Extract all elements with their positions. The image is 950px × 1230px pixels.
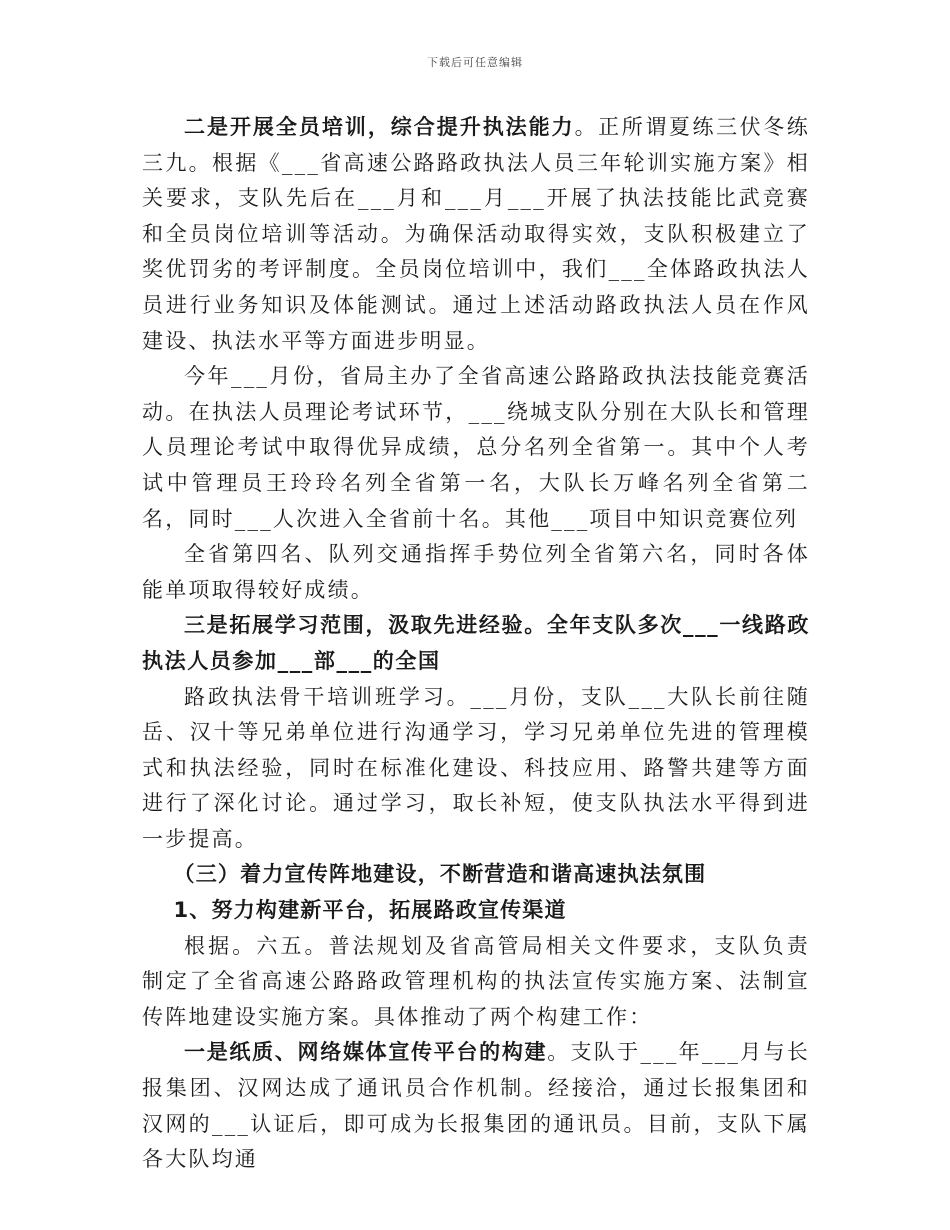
- paragraph-competition: 今年___月份，省局主办了全省高速公路路政执法技能竞赛活动。在执法人员理论考试环节，___绕城支队分别在大队长和管理人员理论考试中取得优异成绩，总分名列全省第一。其中个人考试中管理员王玲玲名列全省第一名，大队长万峰名列全省第二名，同时___人次进入全省前十名。其他___项目中知识竞赛位列: [142, 364, 810, 531]
- paragraph-plan: 根据。六五。普法规划及省高管局相关文件要求，支队负责制定了全省高速公路路政管理机构的执法宣传实施方案、法制宣传阵地建设实施方案。具体推动了两个构建工作：: [142, 933, 810, 1029]
- paragraph-learning-lead: 三是拓展学习范围，汲取先进经验。全年支队多次___一线路政执法人员参加___部___的全国: [142, 613, 810, 673]
- paragraph-lead-bold: 一是纸质、网络媒体宣传平台的构建: [184, 1040, 548, 1065]
- paragraph-text: 。支队于___年___月与长报集团、汉网达成了通讯员合作机制。经接洽，通过长报集团和汉网的___认证后，即可成为长报集团的通讯员。目前，支队下属各大队均通: [142, 1040, 810, 1172]
- page-header: 下载后可任意编辑: [427, 56, 523, 69]
- paragraph-training: [142, 110, 810, 359]
- paragraph-lead-bold: 二是开展全员培训，综合提升执法能力: [184, 115, 575, 139]
- paragraph-learning: 路政执法骨干培训班学习。___月份，支队___大队长前往随岳、汉十等兄弟单位进行沟通学习，学习兄弟单位先进的管理模式和执法经验，同时在标准化建设、科技应用、路警共建等方面进行了深化讨论。通过学习，取长补短，使支队执法水平得到进一步提高。: [142, 684, 810, 851]
- paragraph-competition-cont: 全省第四名、队列交通指挥手势位列全省第六名，同时各体能单项取得较好成绩。: [142, 542, 810, 602]
- paragraph-media: [142, 1035, 810, 1177]
- subsection-heading: 1、努力构建新平台，拓展路政宣传渠道: [173, 898, 567, 923]
- document-body: [142, 110, 810, 1178]
- paragraph-text: 。正所谓夏练三伏冬练三九。根据《___省高速公路路政执法人员三年轮训实施方案》相关要求，支队先后在___月和___月___开展了执法技能比武竞赛和全员岗位培训等活动。为确保活动取得实效，支队积极建立了奖优罚劣的考评制度。全员岗位培训中，我们___全体路政执法人员进行业务知识及体能测试。通过上述活动路政执法人员在作风建设、执法水平等方面进步明显。: [142, 115, 810, 353]
- section-heading: （三）着力宣传阵地建设，不断营造和谐高速执法氛围: [173, 862, 707, 887]
